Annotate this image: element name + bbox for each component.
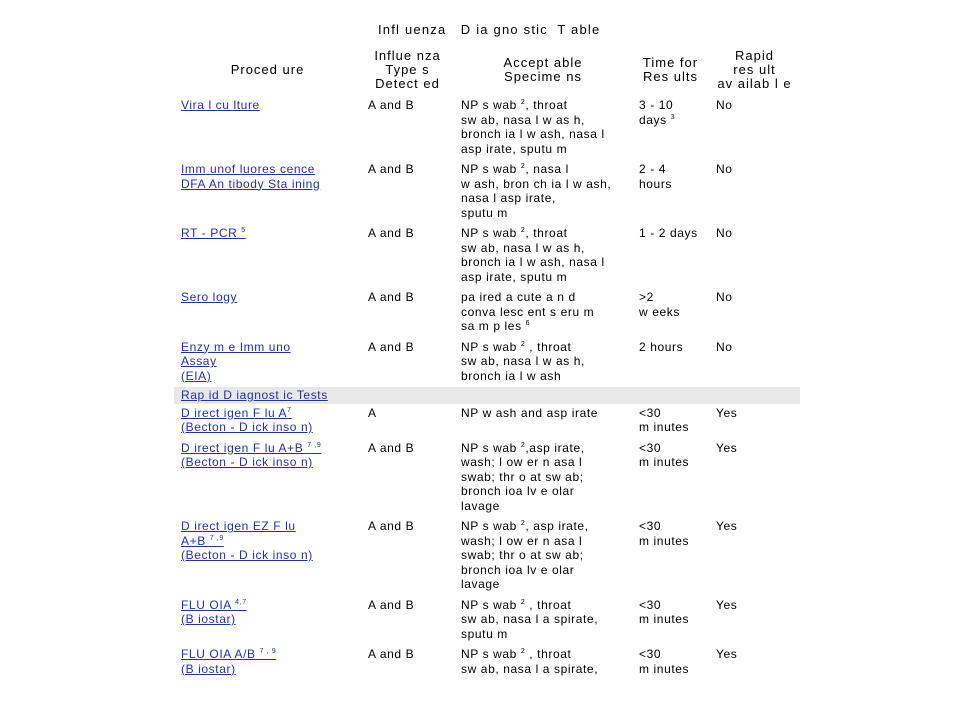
procedure-link[interactable]: Sero logy — [181, 290, 238, 304]
types-cell: A and B — [368, 519, 415, 533]
time-cell: <30 m inutes — [639, 405, 690, 434]
table-row — [174, 404, 800, 439]
table-row — [174, 96, 800, 160]
types-cell: A and B — [368, 597, 415, 612]
table-row — [174, 160, 800, 224]
time-cell: <30 m inutes — [639, 519, 690, 548]
header-time: Time for Res ults — [642, 55, 699, 84]
rapid-cell: No — [716, 290, 733, 304]
specimen-cell: NP s wab $^2$ , throat sw ab, nasa l w as h, bronch ia l w ash — [461, 339, 585, 383]
types-cell: A and B — [368, 647, 415, 661]
diagnostic-table — [174, 44, 800, 680]
table-title: Infl uenza D ia gno stic T able — [378, 22, 601, 37]
time-cell: 3 - 10 days $^3$ — [639, 98, 676, 127]
table-row — [174, 645, 800, 680]
specimen-cell: NP s wab $^2$, throat sw ab, nasa l w as h, bronch ia l w ash, nasa l asp irate, sputu m — [461, 98, 605, 156]
rapid-cell: Yes — [716, 647, 738, 661]
types-cell: A and B — [368, 440, 415, 455]
specimen-cell: NP s wab $^2$, throat sw ab, nasa l w as h, bronch ia l w ash, nasa l asp irate, sputu m — [461, 226, 605, 284]
specimen-cell: NP s wab $^2$ , throat sw ab, nasa l a spirate, — [461, 647, 599, 676]
procedure-link[interactable]: Vira l cu lture — [181, 98, 260, 112]
header-specimens: Accept able Specime ns — [503, 55, 583, 84]
types-cell: A — [368, 405, 377, 420]
procedure-link[interactable]: FLU OIA A/B $^{7 , 9}$ (B iostar) — [181, 647, 277, 676]
specimen-cell: NP s wab $^2$, nasa l w ash, bron ch ia l w ash, nasa l asp irate, sputu m — [461, 162, 612, 220]
procedure-link[interactable]: Enzy m e Imm uno Assay (EIA) — [181, 339, 291, 383]
types-cell: A and B — [368, 290, 415, 304]
specimen-cell: NP s wab $^2$ , throat sw ab, nasa l a spirate, sputu m — [461, 597, 599, 641]
table-row — [174, 517, 800, 596]
time-cell: 2 - 4 hours — [639, 162, 673, 191]
rapid-cell: No — [716, 339, 733, 354]
rapid-cell: No — [716, 162, 733, 176]
table-row — [174, 338, 800, 388]
procedure-link[interactable]: FLU OIA $^{4,7}$ (B iostar) — [181, 597, 247, 626]
procedure-link[interactable]: Imm unof luores cence DFA An tibody Sta ining — [181, 162, 321, 191]
time-cell: 2 hours — [639, 339, 684, 354]
table-row — [174, 596, 800, 646]
rapid-cell: Yes — [716, 440, 738, 455]
rapid-cell: No — [716, 98, 733, 112]
section-link-rapid-tests[interactable]: Rap id D iagnost ic Tests — [181, 388, 328, 402]
time-cell: >2 w eeks — [639, 290, 680, 319]
specimen-cell: NP w ash and asp irate — [461, 405, 599, 420]
procedure-link[interactable]: D irect igen F lu A$^7$ (Becton - D ick inso n) — [181, 405, 313, 434]
table-row — [174, 288, 800, 338]
header-procedure: Proced ure — [230, 62, 305, 77]
rapid-cell: No — [716, 226, 733, 240]
specimen-cell: NP s wab $^2$, asp irate, wash; l ow er n asa l swab; thr o at sw ab; bronch ioa lv e olar lavage — [461, 519, 589, 591]
header-row — [174, 44, 800, 96]
table-body — [174, 96, 800, 680]
time-cell: 1 - 2 days — [639, 226, 698, 240]
rapid-cell: Yes — [716, 597, 738, 612]
rapid-cell: Yes — [716, 405, 738, 420]
header-types: Influe nza Type s Detect ed — [374, 48, 441, 91]
specimen-cell: pa ired a cute a n d conva lesc ent s eru m sa m p les $^6$ — [461, 290, 595, 333]
time-cell: <30 m inutes — [639, 647, 690, 676]
procedure-link[interactable]: RT - PCR $^5$ — [181, 226, 246, 240]
table-row — [174, 224, 800, 288]
time-cell: <30 m inutes — [639, 440, 690, 469]
types-cell: A and B — [368, 339, 415, 354]
time-cell: <30 m inutes — [639, 597, 690, 626]
procedure-link[interactable]: D irect igen EZ F lu A+B $^{7 ,9}$ (Becton - D ick inso n) — [181, 519, 313, 562]
procedure-link[interactable]: D irect igen F lu A+B $^{7 ,9}$ (Becton - D ick inso n) — [181, 440, 322, 469]
header-rapid: Rapid res ult av ailab l e — [717, 48, 792, 91]
types-cell: A and B — [368, 162, 415, 176]
rapid-cell: Yes — [716, 519, 738, 533]
section-row — [174, 387, 800, 404]
types-cell: A and B — [368, 98, 415, 112]
types-cell: A and B — [368, 226, 415, 240]
table-row — [174, 439, 800, 518]
specimen-cell: NP s wab $^2$,asp irate, wash; l ow er n asa l swab; thr o at sw ab; bronch ioa lv e olar lavage — [461, 440, 585, 513]
